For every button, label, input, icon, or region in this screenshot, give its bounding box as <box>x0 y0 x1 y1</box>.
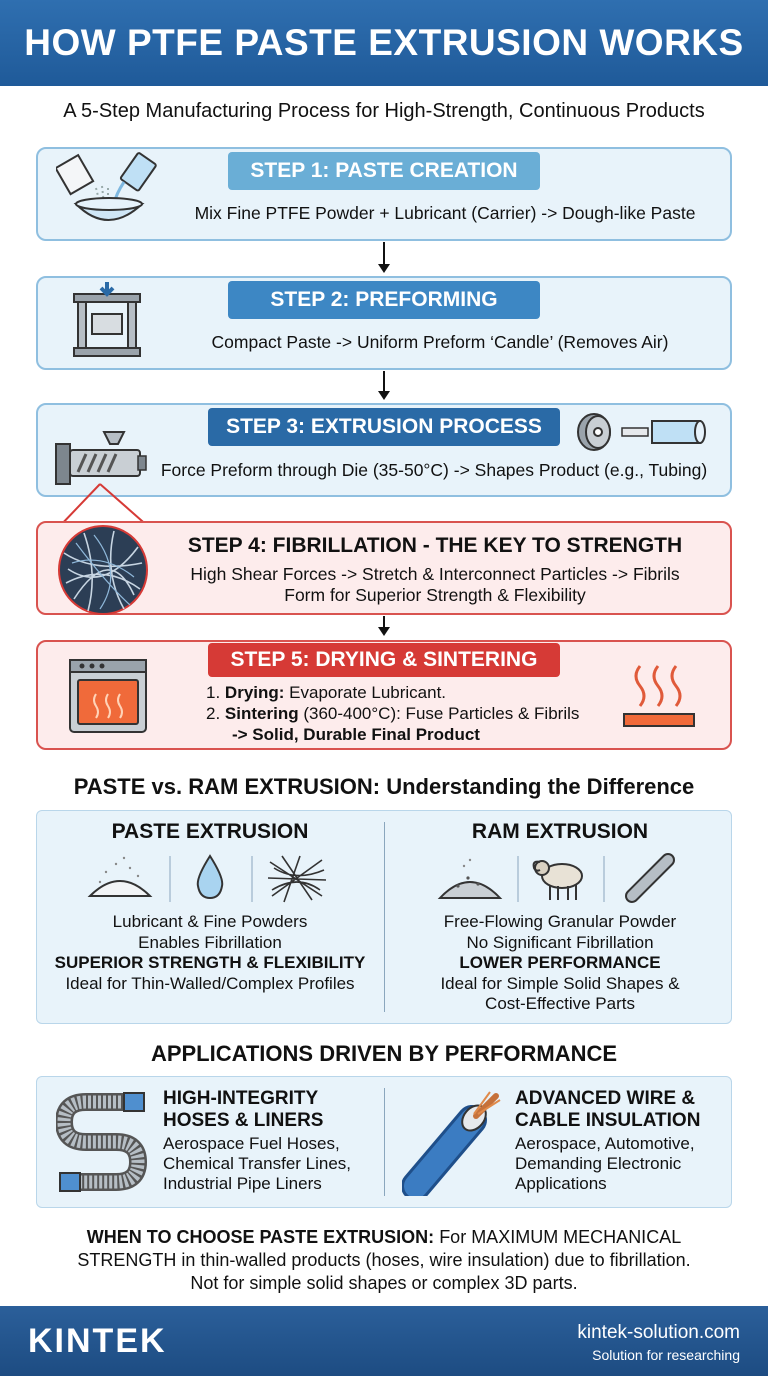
step-1-label: STEP 1: PASTE CREATION <box>228 152 540 190</box>
list-text: (360-400°C): Fuse Particles & Fibrils <box>303 704 580 723</box>
arrow-line <box>383 242 385 266</box>
step-1-text: Mix Fine PTFE Powder + Lubricant (Carrier) -> Dough-like Paste <box>194 203 696 223</box>
ram-animal-icon <box>534 861 582 900</box>
column-divider <box>384 822 385 1012</box>
wire-line-3: Applications <box>515 1174 607 1193</box>
comparison-title: PASTE vs. RAM EXTRUSION: Understanding the Difference <box>73 774 695 799</box>
fibril-magnified-icon <box>54 523 152 617</box>
arrow-down-icon <box>378 391 390 400</box>
list-text: Evaporate Lubricant. <box>289 683 447 702</box>
oven-icon <box>68 658 148 734</box>
ram-icons-row <box>436 852 686 904</box>
step-4-text <box>150 564 720 606</box>
step-4-line-2: Form for Superior Strength & Flexibility <box>284 585 586 605</box>
hose-icon <box>56 1092 152 1196</box>
ram-column-title: RAM EXTRUSION <box>471 820 649 843</box>
step-3-text: Force Preform through Die (35-50°C) -> Shapes Product (e.g., Tubing) <box>160 460 708 480</box>
conclusion-text <box>0 1226 768 1295</box>
step-5-item-1 <box>206 682 626 703</box>
step-5-list <box>206 682 626 745</box>
paste-column-lines <box>40 912 380 994</box>
paste-line-1: Lubricant & Fine Powders <box>112 912 308 931</box>
hoses-title-line-1: HIGH-INTEGRITY <box>163 1088 319 1109</box>
arrow-down-icon <box>378 264 390 273</box>
list-number: 1. <box>206 683 221 702</box>
list-term: Sintering <box>224 704 299 723</box>
paste-line-3: SUPERIOR STRENGTH & FLEXIBILITY <box>54 953 366 972</box>
conclusion-line-3: Not for simple solid shapes or complex 3D parts. <box>190 1273 578 1293</box>
applications-title: APPLICATIONS DRIVEN BY PERFORMANCE <box>150 1041 618 1066</box>
step-4-line-1: High Shear Forces -> Stretch & Interconnect Particles -> Fibrils <box>190 564 680 584</box>
fibrils-icon <box>268 856 326 902</box>
fine-powder-icon <box>90 857 150 896</box>
granular-powder-icon <box>440 859 500 898</box>
wire-title <box>515 1088 725 1132</box>
page-subtitle: A 5-Step Manufacturing Process for High-Strength, Continuous Products <box>63 100 705 122</box>
paste-line-2: Enables Fibrillation <box>138 932 282 952</box>
ram-column-lines <box>390 912 730 1015</box>
solid-rod-icon <box>632 860 668 896</box>
step-5-label: STEP 5: DRYING & SINTERING <box>208 643 560 677</box>
arrow-line <box>383 371 385 393</box>
paste-icons-row <box>86 852 332 904</box>
list-number: 2. <box>206 704 221 723</box>
wire-line-1: Aerospace, Automotive, <box>515 1134 695 1153</box>
paste-column-title: PASTE EXTRUSION <box>111 820 309 843</box>
step-3-label: STEP 3: EXTRUSION PROCESS <box>208 408 560 446</box>
wire-title-line-1: ADVANCED WIRE & <box>515 1088 696 1109</box>
step-4-label: STEP 4: FIBRILLATION - THE KEY TO STRENGTH <box>187 534 683 557</box>
heat-icon <box>618 662 698 730</box>
ram-line-5: Cost-Effective Parts <box>485 994 635 1013</box>
paste-line-4: Ideal for Thin-Walled/Complex Profiles <box>65 973 355 993</box>
step-5-item-2 <box>206 703 626 724</box>
cable-icon <box>402 1090 506 1196</box>
ram-line-2: No Significant Fibrillation <box>466 932 654 952</box>
step-5-result: -> Solid, Durable Final Product <box>232 725 480 744</box>
hoses-line-3: Industrial Pipe Liners <box>163 1174 322 1193</box>
ram-line-3: LOWER PERFORMANCE <box>459 953 661 972</box>
footer-tagline: Solution for researching <box>592 1347 740 1363</box>
ram-line-4: Ideal for Simple Solid Shapes & <box>440 973 680 993</box>
footer-website[interactable]: kintek-solution.com <box>577 1322 740 1343</box>
list-term: Drying: <box>224 683 285 702</box>
conclusion-line-2: STRENGTH in thin-walled products (hoses, wire insulation) due to fibrillation. <box>77 1250 691 1270</box>
ram-line-1: Free-Flowing Granular Powder <box>443 912 677 931</box>
kintek-logo: KINTEK <box>28 1322 167 1360</box>
wire-list <box>515 1134 725 1194</box>
conclusion-line-1-rest: For MAXIMUM MECHANICAL <box>439 1227 682 1247</box>
applications-divider <box>384 1088 385 1196</box>
arrow-down-icon <box>378 627 390 636</box>
page-title: HOW PTFE PASTE EXTRUSION WORKS <box>24 22 744 63</box>
mixing-bowl-icon <box>56 152 160 238</box>
header-banner <box>0 0 768 86</box>
conclusion-line-1 <box>0 1226 768 1249</box>
conclusion-lead: WHEN TO CHOOSE PASTE EXTRUSION: <box>86 1227 435 1247</box>
hoses-line-1: Aerospace Fuel Hoses, <box>163 1134 340 1153</box>
lubricant-drop-icon <box>198 856 223 898</box>
wire-line-2: Demanding Electronic <box>515 1154 682 1173</box>
hoses-line-2: Chemical Transfer Lines, <box>163 1154 352 1173</box>
wire-title-line-2: CABLE INSULATION <box>515 1110 701 1131</box>
hoses-title-line-2: HOSES & LINERS <box>163 1110 324 1131</box>
hoses-list <box>163 1134 378 1194</box>
step-2-text: Compact Paste -> Uniform Preform ‘Candle’ (Removes Air) <box>211 332 669 352</box>
die-and-tube-icon <box>574 411 708 453</box>
hoses-title <box>163 1088 373 1132</box>
step-2-label: STEP 2: PREFORMING <box>228 281 540 319</box>
press-icon <box>70 282 144 358</box>
